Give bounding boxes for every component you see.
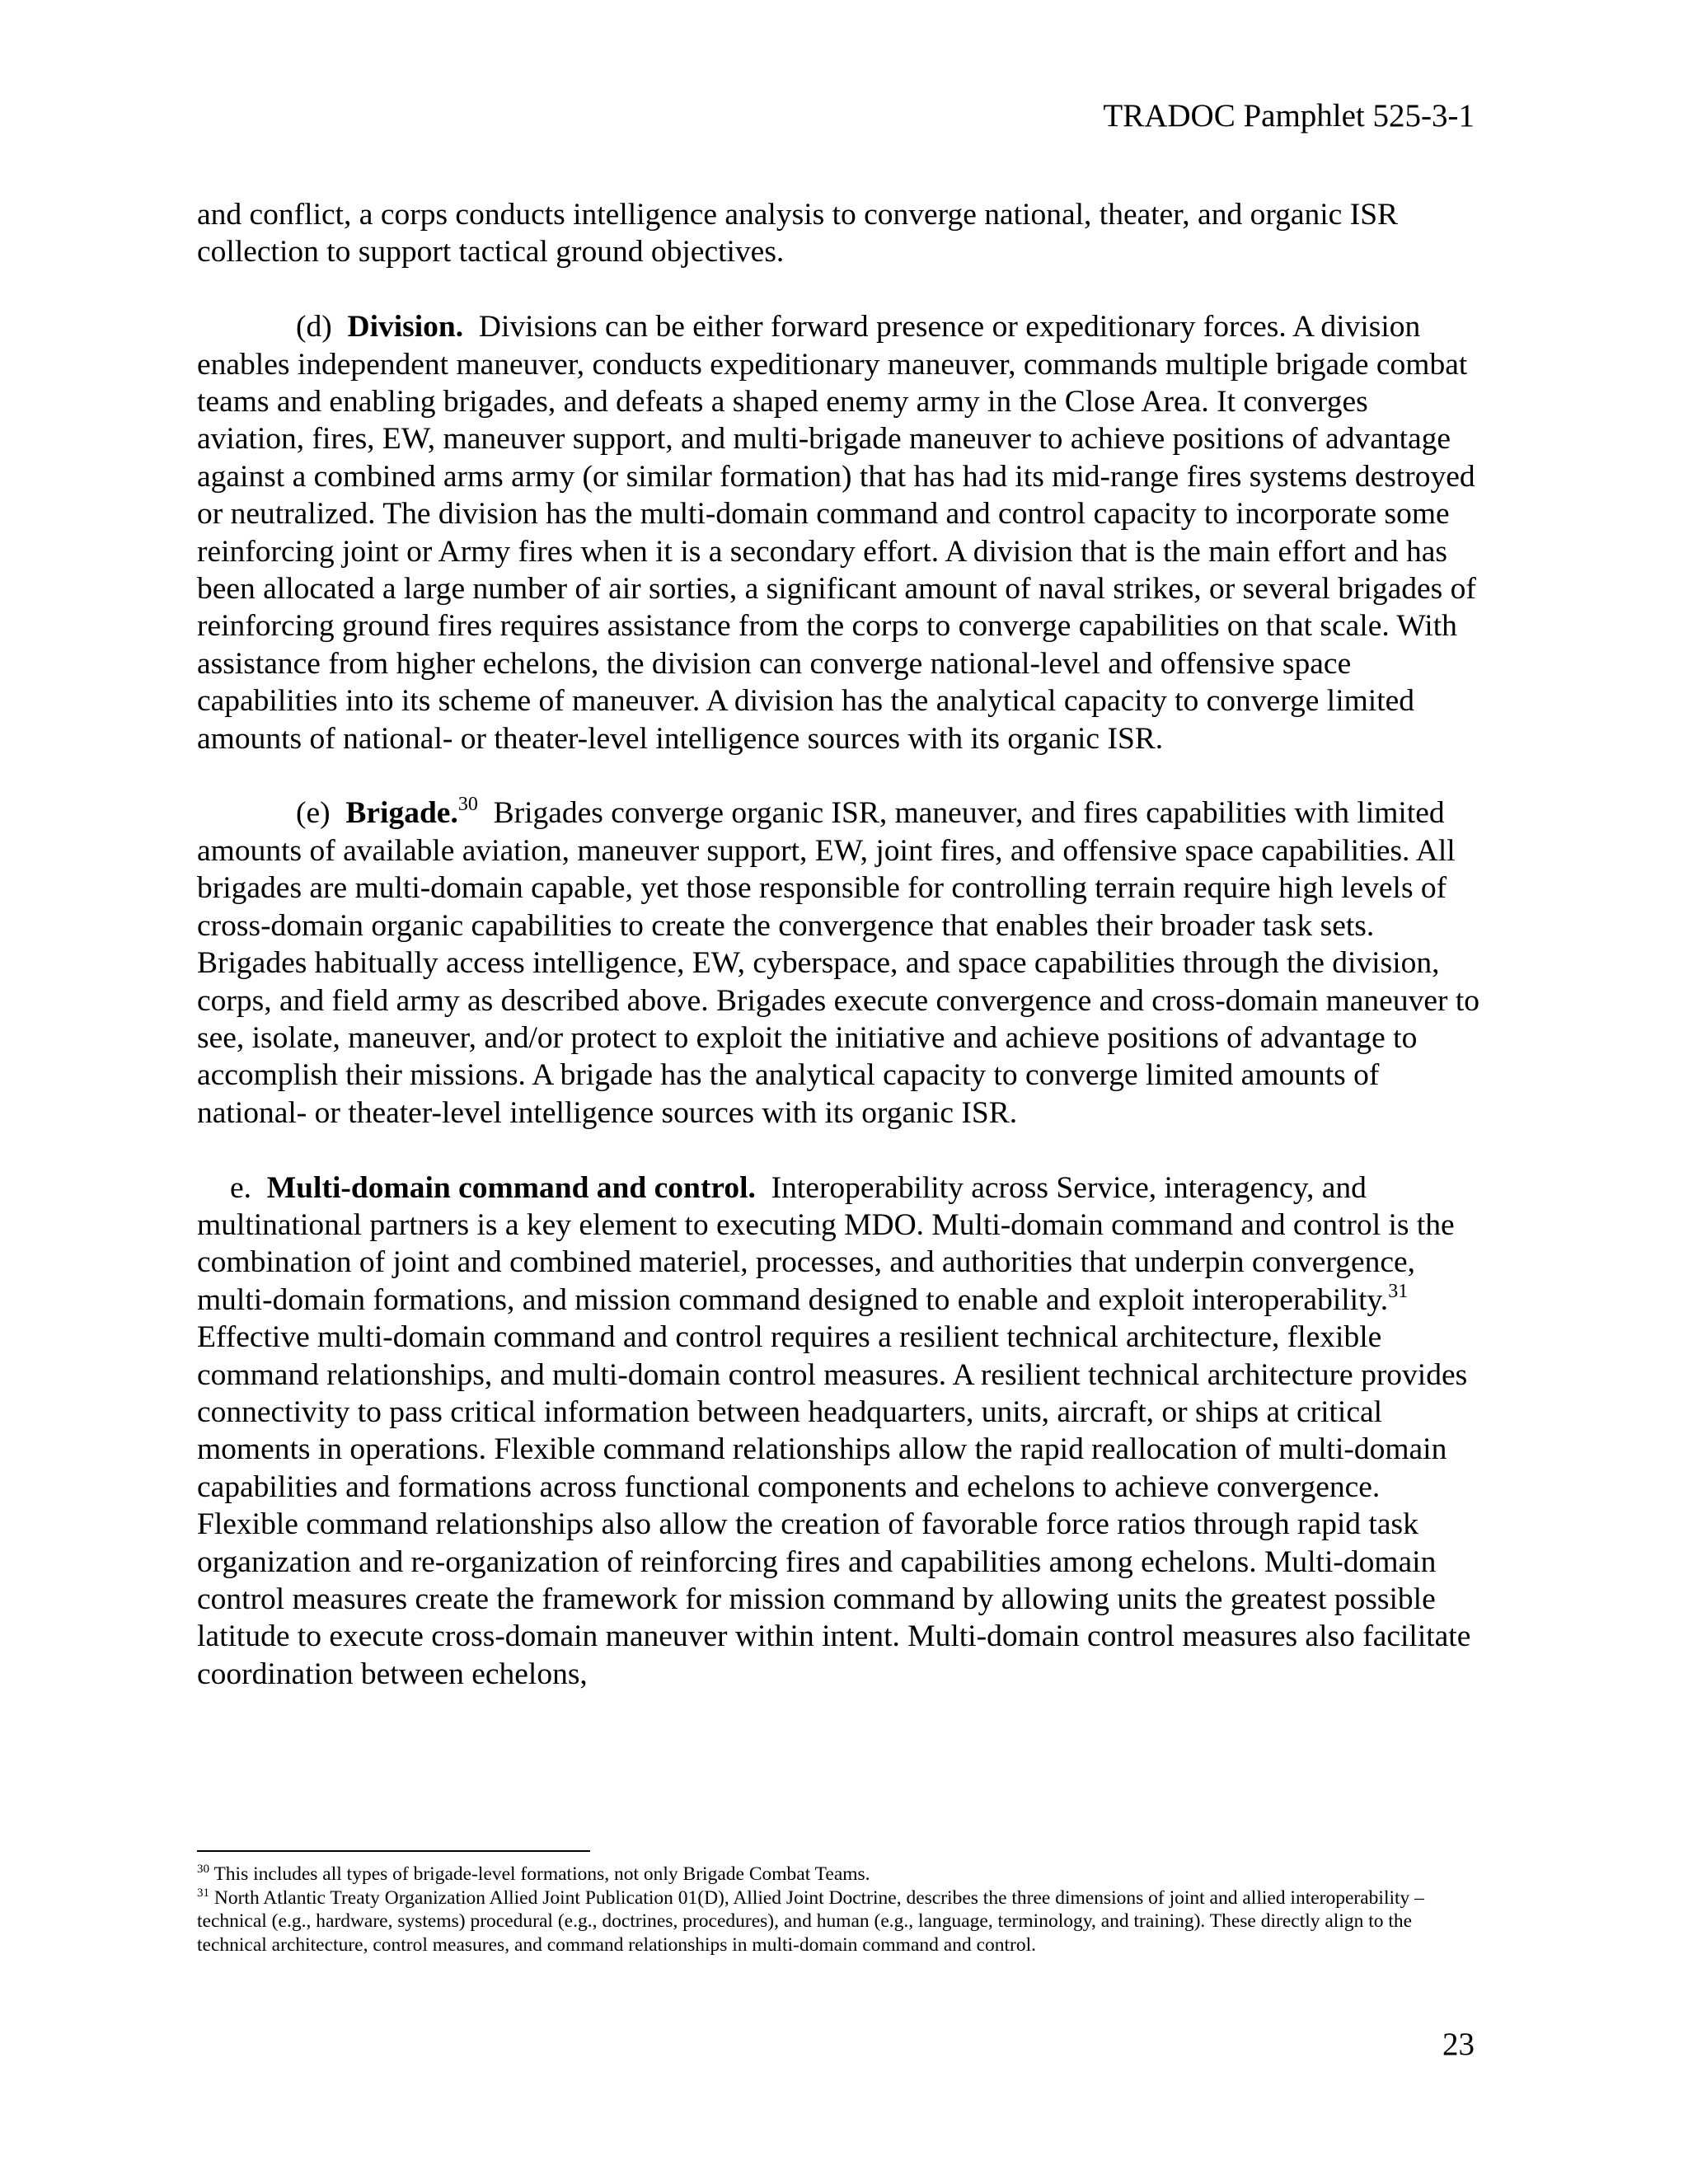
footnote-ref-30[interactable]: 30 (457, 794, 478, 816)
footnotes (197, 1863, 1483, 1957)
mdc2-marker: e. (230, 1170, 252, 1205)
mdc2-text-before-ref: Interoperability across Service, interagency, and multinational partners is a key element to executing MDO. Multi-domain command and control is the combination of joint and combined materiel, processes, and authorities that underpin convergence, multi-domain formations, and mission command designed to enable and exploit interoperability. (197, 1170, 1455, 1317)
footnote-text: North Atlantic Treaty Organization Allied Joint Publication 01(D), Allied Joint Doctrine, describes the three dimensions of joint and allied interoperability – technical (e.g., hardware, systems) procedural (e.g., doctrines, procedures), and human (e.g., language, terminology, and training). These directly align to the technical architecture, control measures, and command relationships in multi-domain command and control. (197, 1886, 1424, 1956)
footnote-divider (197, 1850, 590, 1852)
brigade-marker: (e) (296, 796, 331, 831)
division-marker: (d) (296, 310, 332, 344)
paragraph-division (197, 308, 1483, 757)
brigade-heading: Brigade. (345, 796, 458, 831)
page-number: 23 (1442, 2027, 1475, 2062)
paragraph-mdc2 (197, 1169, 1483, 1694)
footnote-30 (197, 1863, 1483, 1886)
division-heading: Division. (347, 310, 464, 344)
paragraph-continued (197, 196, 1483, 271)
footnote-31 (197, 1886, 1483, 1957)
footnote-number: 30 (197, 1863, 209, 1876)
brigade-text: Brigades converge organic ISR, maneuver, and fires capabilities with limited amounts of available aviation, maneuver support, EW, joint fires, and offensive space capabilities. All brigades are multi-domain capable, yet those responsible for controlling terrain require high levels of cross-domain organic capabilities to create the convergence that enables their broader task sets. Brigades habitually access intelligence, EW, cyberspace, and space capabilities through the division, corps, and field army as described above. Brigades execute convergence and cross-domain maneuver to see, isolate, maneuver, and/or protect to exploit the initiative and achieve positions of advantage to accomplish their missions. A brigade has the analytical capacity to converge limited amounts of national- or theater-level intelligence sources with its organic ISR. (197, 796, 1479, 1130)
paragraph-continued-text: and conflict, a corps conducts intelligence analysis to converge national, theater, and organic ISR collection to support tactical ground objectives. (197, 198, 1399, 269)
division-text: Divisions can be either forward presence or expeditionary forces. A division enables independent maneuver, conducts expeditionary maneuver, commands multiple brigade combat teams and enabling brigades, and defeats a shaped enemy army in the Close Area. It converges aviation, fires, EW, maneuver support, and multi-brigade maneuver to achieve positions of advantage against a combined arms army (or similar formation) that has had its mid-range fires systems destroyed or neutralized. The division has the multi-domain command and control capacity to incorporate some reinforcing joint or Army fires when it is a secondary effort. A division that is the main effort and has been allocated a large number of air sorties, a significant amount of naval strikes, or several brigades of reinforcing ground fires requires assistance from the corps to converge capabilities on that scale. With assistance from higher echelons, the division can converge national-level and offensive space capabilities into its scheme of maneuver. A division has the analytical capacity to converge limited amounts of national- or theater-level intelligence sources with its organic ISR. (197, 310, 1476, 756)
footnote-ref-31[interactable]: 31 (1388, 1280, 1409, 1302)
mdc2-text-after-ref: Effective multi-domain command and control requires a resilient technical architecture, flexible command relationships, and multi-domain control measures. A resilient technical architecture provides connectivity to pass critical information between headquarters, units, aircraft, or ships at critical moments in operations. Flexible command relationships allow the rapid reallocation of multi-domain capabilities and formations across functional components and echelons to achieve convergence. Flexible command relationships also allow the creation of favorable force ratios through rapid task organization and re-organization of reinforcing fires and capabilities among echelons. Multi-domain control measures create the framework for mission command by allowing units the greatest possible latitude to execute cross-domain maneuver within intent. Multi-domain control measures also facilitate coordination between echelons, (197, 1320, 1471, 1691)
paragraph-brigade (197, 794, 1483, 1132)
running-header: TRADOC Pamphlet 525-3-1 (1103, 98, 1475, 134)
body-text (197, 196, 1483, 1731)
footnote-number: 31 (197, 1886, 209, 1900)
footnote-text: This includes all types of brigade-level formations, not only Brigade Combat Teams. (213, 1863, 870, 1885)
mdc2-heading: Multi-domain command and control. (266, 1170, 756, 1205)
